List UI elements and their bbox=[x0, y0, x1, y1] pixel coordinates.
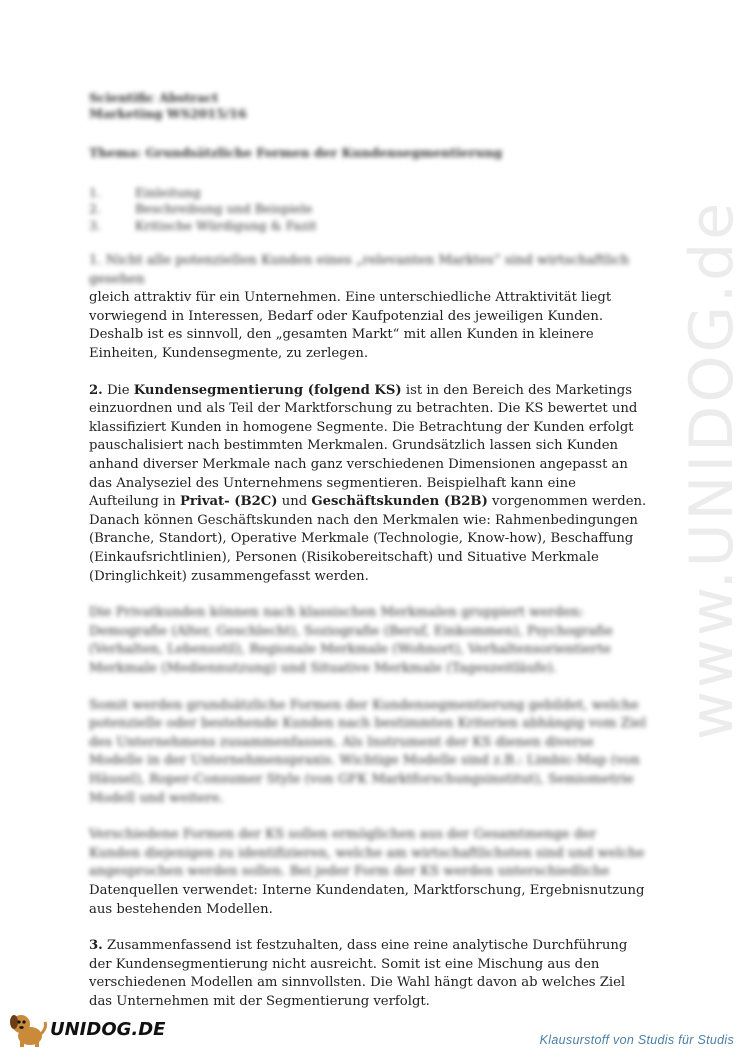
paragraph-mixed-text: Datenquellen verwendet: Interne Kundendaten, Marktforschung, Ergebnisnutzung aus bestehenden Modellen. bbox=[89, 882, 645, 917]
paragraph-2 bbox=[89, 382, 649, 587]
toc-item-label: Beschreibung und Beispiele bbox=[135, 201, 313, 217]
paragraph-1-text: gleich attraktiv für ein Unternehmen. Eine unterschiedliche Attraktivität liegt vorwiegend in Interessen, Bedarf oder Kaufpotenzial des jeweiligen Kunden. Deshalb ist es sinnvoll, den „gesamten Markt“ mit allen Kunden in kleinere Einheiten, Kundensegmente, zu zerlegen. bbox=[89, 290, 612, 362]
logo-text: UNIDOG.DE bbox=[50, 1018, 166, 1040]
paragraph-2-text bbox=[89, 382, 649, 587]
toc-item-label: Kritische Würdigung & Fazit bbox=[135, 217, 317, 233]
document-content bbox=[89, 90, 649, 1011]
paragraph-3-body: Zusammenfassend ist festzuhalten, dass eine reine analytische Durchführung der Kundensegmentierung nicht ausreicht. Somit ist eine Mischung aus den verschiedenen Modellen am sinnvollsten. Die Wahl hängt davon ab welches Ziel das Unternehmen mit der Segmentierung verfolgt. bbox=[89, 938, 628, 1009]
paragraph-1-blurred-line: 1. Nicht alle potenziellen Kunden eines „relevanten Marktes“ sind wirtschaftlich gesehen bbox=[89, 253, 630, 287]
paragraph-mixed-blurred: Verschiedene Formen der KS sollen ermöglichen aus der Gesamtmenge der Kunden diejenigen zu identifizieren, welche am wirtschaftlichsten sind und welche angesprochen werden sollen. Bei jeder Form der KS werden unterschiedliche bbox=[89, 827, 645, 880]
unidog-logo[interactable] bbox=[8, 1010, 165, 1048]
footer-tagline: Klausurstoff von Studis für Studis bbox=[539, 1033, 734, 1047]
paragraph-3 bbox=[89, 937, 649, 1011]
paragraph-2-text-4: vorgenommen werden. Danach können Geschäftskunden nach den Merkmalen wie: Rahmenbedingungen (Branche, Standort), Operative Merkmale (Technologie, Know-how), Beschaffung (Einkaufsrichtlinien), Personen (Risikobereitschaft) und Situative Merkmale (Dringlichkeit) zusammengefasst werden. bbox=[89, 494, 647, 584]
header-line-2: Marketing WS2015/16 bbox=[89, 106, 247, 121]
paragraph-2-text-2: ist in den Bereich des Marketings einzuordnen und als Teil der Marktforschung zu betrachten. Die KS bewertet und klassifiziert Kunden in homogene Segmente. Die Betrachtung der Kunden erfolgt pauschalisiert nach bestimmten Merkmalen. Grundsätzlich lassen sich Kunden anhand diverser Merkmale nach ganz verschiedenen Dimensionen angepasst an das Analyseziel des Unternehmens segmentieren. Beispielhaft kann eine Aufteilung in bbox=[89, 382, 638, 510]
dog-icon bbox=[8, 1010, 48, 1048]
blurred-paragraph-2-text: Somit werden grundsätzliche Formen der Kundensegmentierung gebildet, welche potenzielle oder bestehende Kunden nach bestimmten Kriterien abhängig vom Ziel des Unternehmens zusammenfassen. Als Instrument der KS dienen diverse Modelle in der Unternehmenspraxis. Wichtige Modelle sind z.B.: Limbic-Map (von Häusel), Roper-Consumer Style (von GFK Marktforschungsinstitut), Semiometrie Modell und weitere. bbox=[89, 697, 647, 806]
paragraph-2-bold-1: Kundensegmentierung (folgend KS) bbox=[133, 382, 402, 398]
paragraph-2-bold-3: Geschäftskunden (B2B) bbox=[311, 494, 488, 510]
paragraph-2-bold-2: Privat- (B2C) bbox=[179, 494, 278, 510]
blurred-paragraph-1-text: Die Privatkunden können nach klassischen Merkmalen gruppiert werden: Demografie (Alter, Geschlecht), Soziografie (Beruf, Einkommen), Psychografie (Verhalten, Lebensstil), Regionale Merkmale (Wohnort), Verhaltensorientierte Merkmale (Mediennutzung) und Situative Merkmale (Tageszeitläufe). bbox=[89, 605, 613, 676]
paragraph-1 bbox=[89, 252, 649, 364]
watermark: www.UNIDOG.de bbox=[677, 199, 747, 741]
blurred-paragraph-2 bbox=[89, 697, 649, 809]
toc-item bbox=[89, 218, 649, 235]
paragraph-2-number: 2. bbox=[89, 382, 103, 398]
paragraph-3-text bbox=[89, 937, 649, 1011]
document-header bbox=[89, 90, 649, 122]
toc-item-number: 1. bbox=[89, 184, 101, 200]
paragraph-2-text-1: Die bbox=[102, 382, 134, 398]
paragraph-mixed bbox=[89, 826, 649, 919]
paragraph-2-text-3: und bbox=[277, 494, 312, 510]
document-theme: Thema: Grundsätzliche Formen der Kundensegmentierung bbox=[89, 145, 503, 160]
toc-item-label: Einleitung bbox=[135, 184, 201, 200]
paragraph-3-number: 3. bbox=[89, 938, 103, 954]
toc-item bbox=[89, 201, 649, 218]
toc-item bbox=[89, 185, 649, 202]
toc-item-number: 2. bbox=[89, 201, 101, 217]
toc-item-number: 3. bbox=[89, 217, 101, 233]
table-of-contents bbox=[89, 185, 649, 235]
blurred-paragraph-1 bbox=[89, 604, 649, 678]
header-line-1: Scientific Abstract bbox=[89, 90, 219, 105]
